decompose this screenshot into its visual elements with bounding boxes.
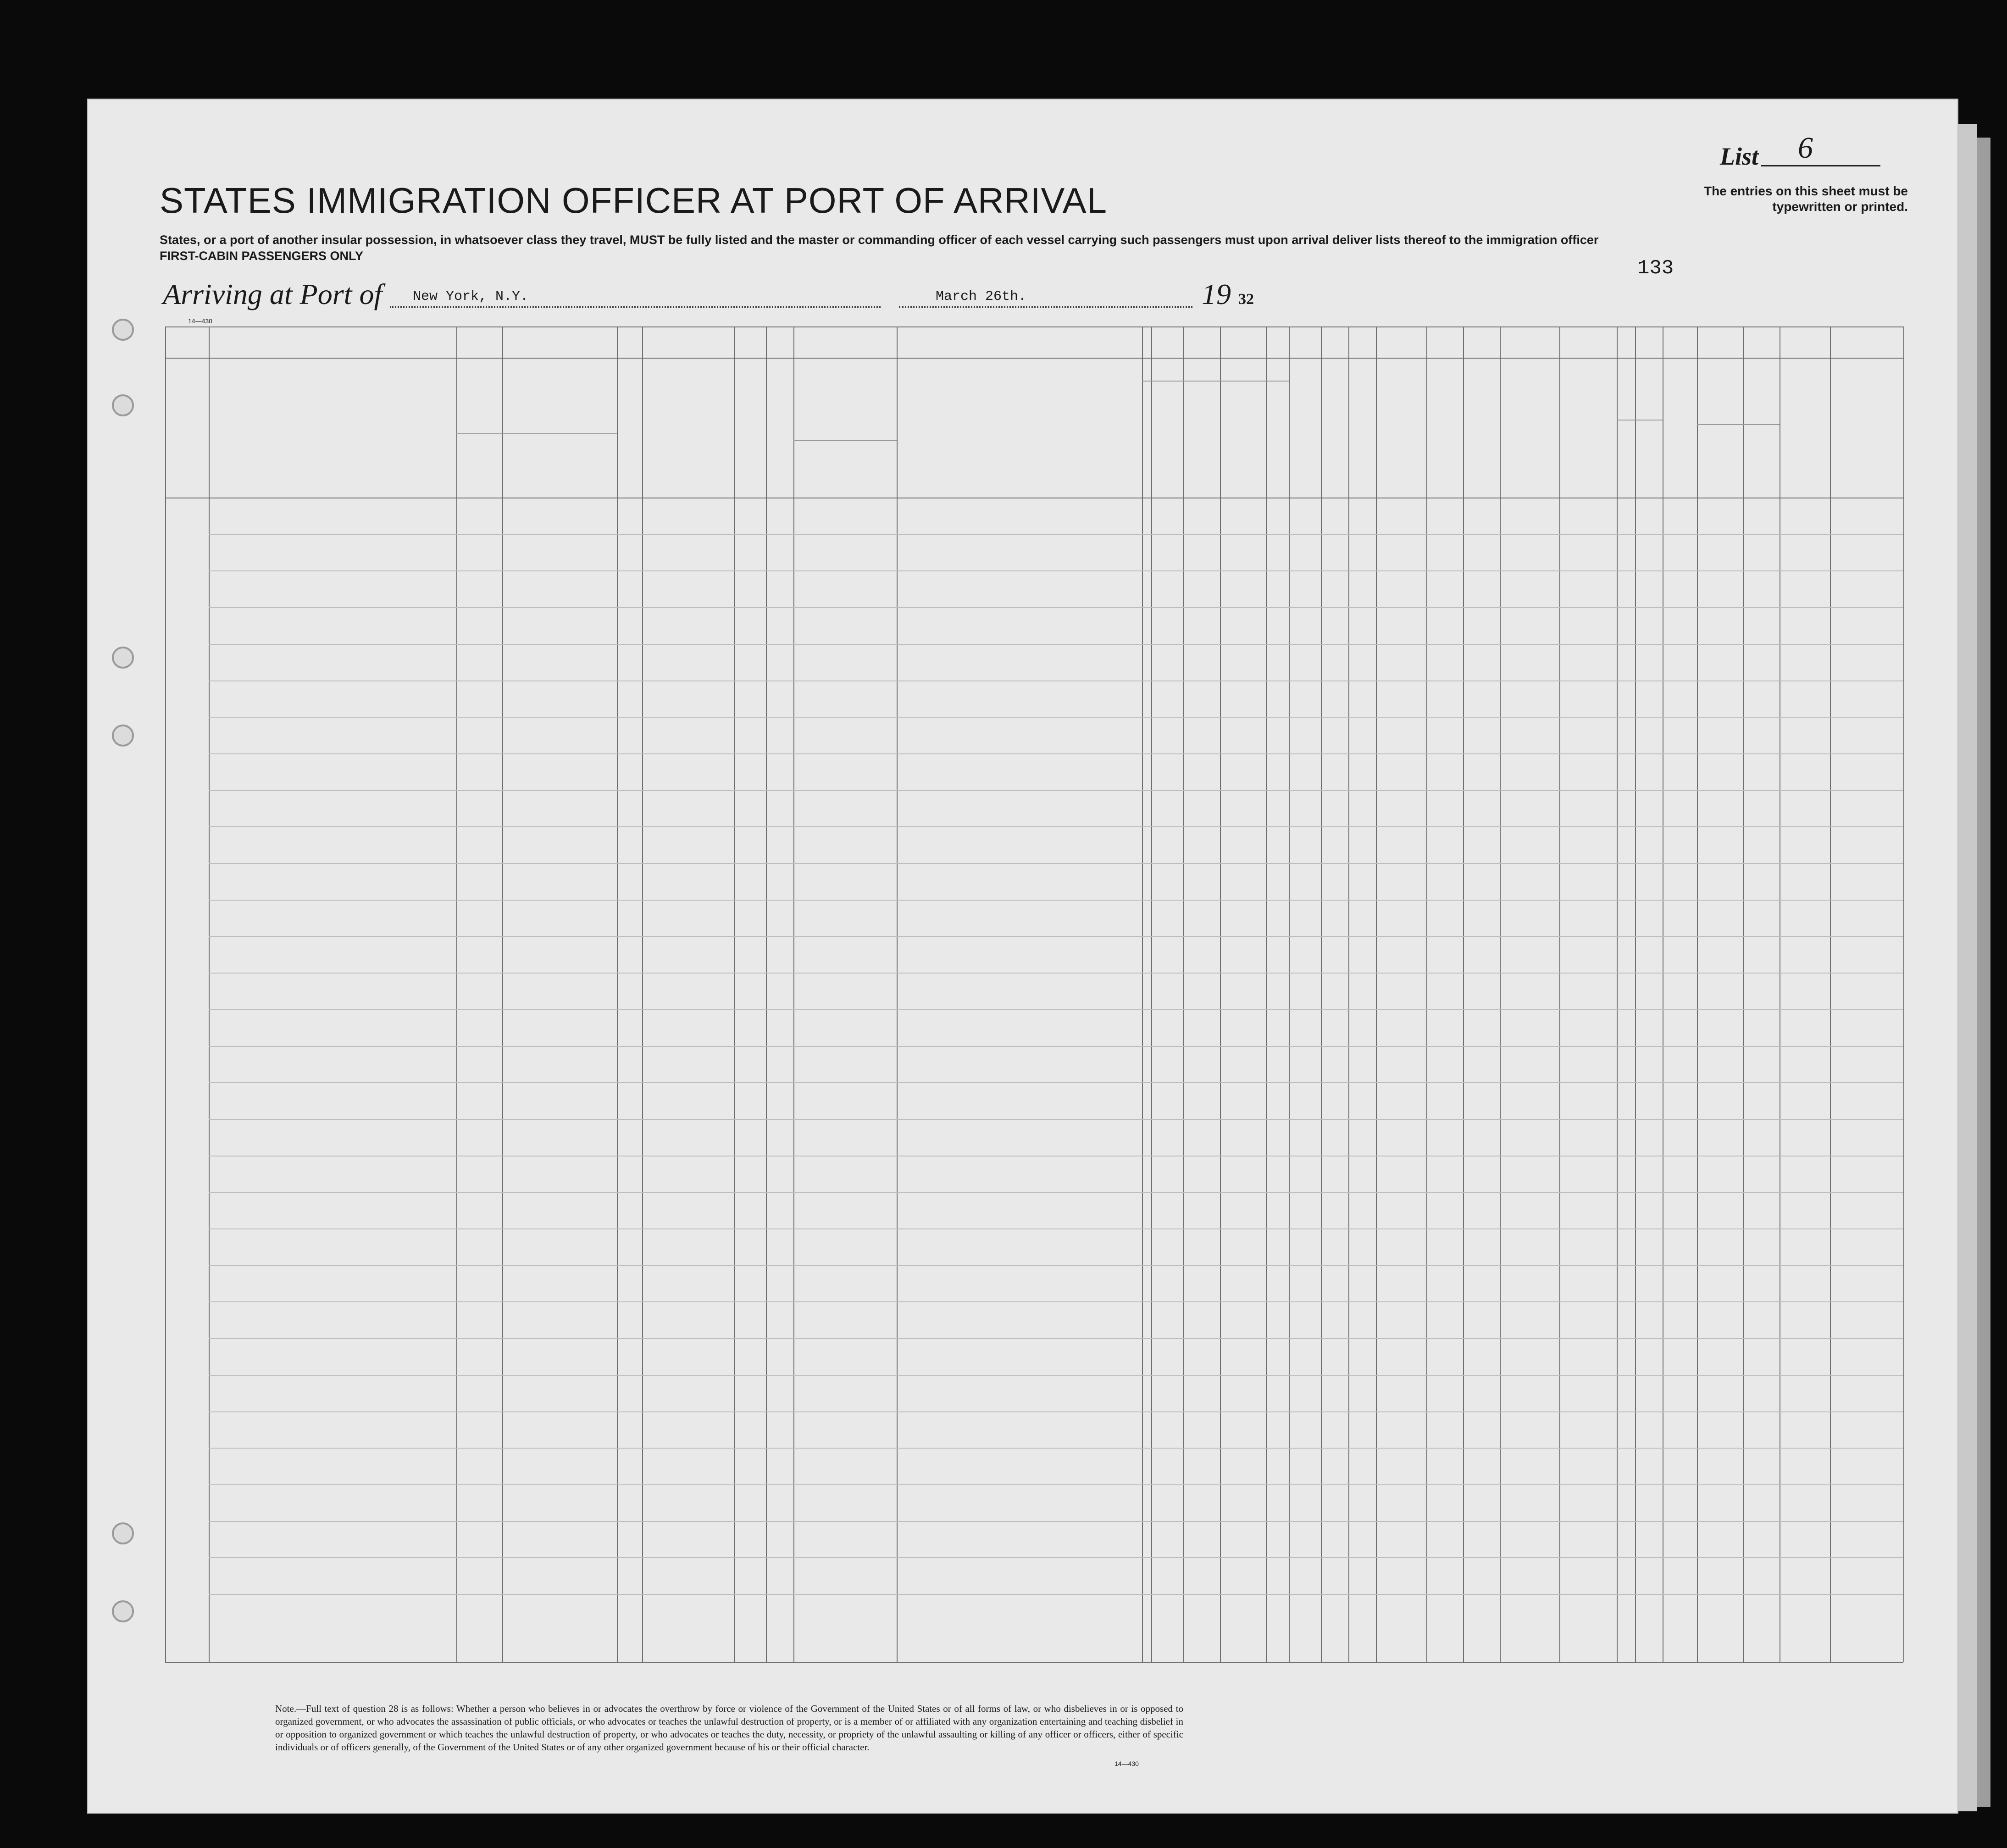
row-rule xyxy=(209,1192,1903,1193)
sheet-stack-edge-back xyxy=(1977,138,1990,1807)
row-rule xyxy=(209,1228,1903,1229)
column-rule xyxy=(734,326,735,1662)
row-rule xyxy=(209,1484,1903,1485)
header-q28 xyxy=(1381,367,1417,495)
row-rule xyxy=(209,644,1903,645)
date-line xyxy=(899,306,1192,308)
page-title: STATES IMMIGRATION OFFICER AT PORT OF ARRIVAL xyxy=(160,180,1108,221)
port-line xyxy=(390,306,881,308)
column-rule xyxy=(1151,326,1152,1662)
column-rule xyxy=(1348,326,1349,1662)
row-rule xyxy=(209,790,1903,791)
binder-hole xyxy=(112,319,134,341)
header-q30 xyxy=(1468,367,1491,495)
column-rule xyxy=(793,326,794,1662)
column-rule xyxy=(502,326,503,1662)
binder-hole xyxy=(112,1600,134,1622)
column-rule xyxy=(1220,326,1221,1662)
footnote: Note.—Full text of question 28 is as follows: Whether a person who believes in or advocates the overthrow by force or violence of the Government of the United States or of all forms of law, or who disbelieves in or is opposed to organized government, or who advocates the assassination of public officials, or who advocates or teaches the unlawful destruction of property, or is a member of or affiliated with any organization entertaining and teaching disbelief in or opposition to organized government or which teaches the unlawful destruction of property, or who advocates or teaches the duty, necessity, or propriety of the unlawful assaulting or killing of any officer or officers, either of specific individuals or of officers generally, of the Government of the United States or of any other organized government because of his or their official character. xyxy=(275,1703,1183,1753)
column-rule xyxy=(1426,326,1427,1662)
column-rule xyxy=(1617,326,1618,1662)
header-inches xyxy=(1647,459,1658,493)
column-rule xyxy=(766,326,767,1662)
row-rule xyxy=(209,1411,1903,1412)
column-rule xyxy=(1183,326,1184,1662)
header-polygamist xyxy=(1328,367,1343,495)
row-rule xyxy=(209,570,1903,571)
column-rule xyxy=(1500,326,1501,1662)
header-ticket xyxy=(620,367,640,491)
column-rule xyxy=(1903,326,1904,1662)
header-possession-50 xyxy=(738,367,759,491)
header-purpose-citizen xyxy=(1268,381,1285,495)
arriving-label: Arriving at Port of xyxy=(163,278,383,310)
typewritten-instruction: The entries on this sheet must be typewritten or printed. xyxy=(1704,184,1908,214)
column-rule xyxy=(617,326,618,1662)
column-rule xyxy=(1289,326,1290,1662)
column-rule xyxy=(1697,326,1698,1662)
row-rule xyxy=(209,1521,1903,1522)
binder-hole xyxy=(112,725,134,747)
row-rule xyxy=(209,753,1903,754)
column-rule xyxy=(1743,326,1744,1662)
color-rule xyxy=(1697,424,1780,425)
column-rule xyxy=(209,326,210,1662)
column-rule xyxy=(1266,326,1267,1662)
column-rule xyxy=(1830,326,1831,1662)
row-rule xyxy=(209,1375,1903,1376)
header-purpose-return xyxy=(1147,381,1163,495)
arrival-port: New York, N.Y. xyxy=(413,289,529,304)
binder-hole xyxy=(112,1522,134,1544)
table-rule-top xyxy=(165,326,1903,327)
column-rule xyxy=(1321,326,1322,1662)
page-number: 133 xyxy=(1637,257,1674,280)
year-suffix: 32 xyxy=(1238,291,1254,308)
list-number: 6 xyxy=(1798,131,1813,165)
binder-hole xyxy=(112,647,134,669)
column-rule xyxy=(1376,326,1377,1662)
row-rule xyxy=(209,1594,1903,1595)
row-rule xyxy=(209,1557,1903,1558)
row-rule xyxy=(209,936,1903,937)
row-rule xyxy=(209,900,1903,901)
sheet-stack-edge xyxy=(1958,124,1977,1811)
row-rule xyxy=(209,1448,1903,1449)
row-rule xyxy=(209,1265,1903,1266)
arrival-date: March 26th. xyxy=(936,289,1027,304)
row-rule xyxy=(209,534,1903,535)
first-cabin-label: FIRST-CABIN PASSENGERS ONLY xyxy=(160,249,364,263)
binder-hole xyxy=(112,394,134,416)
row-rule xyxy=(209,826,1903,827)
row-rule xyxy=(209,1082,1903,1083)
header-purpose-length xyxy=(1192,381,1209,495)
row-rule xyxy=(209,717,1903,718)
year-prefix: 19 xyxy=(1202,278,1231,310)
row-rule xyxy=(209,1119,1903,1120)
form-number: 14—430 xyxy=(188,317,212,325)
arrival-year xyxy=(1202,277,1254,311)
row-rule xyxy=(209,973,1903,974)
row-rule xyxy=(209,1338,1903,1339)
manifest-sheet xyxy=(87,99,1958,1814)
row-rule xyxy=(209,1009,1903,1010)
purpose-rule xyxy=(1142,381,1289,382)
column-rule xyxy=(456,326,457,1662)
column-rule xyxy=(897,326,898,1662)
column-rule xyxy=(1463,326,1464,1662)
header-anarchist xyxy=(1355,367,1371,495)
subtitle: States, or a port of another insular possession, in whatsoever class they travel, MUST be fully listed and the master or commanding officer of each vessel carrying such passengers must upon arrival deliver lists thereof to the immigration officer xyxy=(160,233,1599,247)
column-rule xyxy=(1635,326,1636,1662)
row-rule xyxy=(209,1301,1903,1302)
header-prison xyxy=(1293,367,1316,495)
destination-rule xyxy=(456,433,617,434)
column-rule xyxy=(1142,326,1143,1662)
form-number-footer: 14—430 xyxy=(1114,1760,1139,1767)
height-rule xyxy=(1617,420,1663,421)
column-rule xyxy=(1559,326,1560,1662)
table-rule-bottom xyxy=(165,1662,1903,1663)
header-feet xyxy=(1621,459,1632,493)
column-rule xyxy=(642,326,643,1662)
row-rule xyxy=(209,607,1903,608)
row-rule xyxy=(209,863,1903,864)
row-rule xyxy=(209,1046,1903,1047)
column-rule xyxy=(165,326,166,1662)
table-rule-colnums xyxy=(165,358,1903,359)
if-yes-rule xyxy=(793,440,897,441)
header-q29 xyxy=(1431,367,1458,495)
list-underline xyxy=(1761,165,1880,166)
list-label: List xyxy=(1720,143,1759,170)
